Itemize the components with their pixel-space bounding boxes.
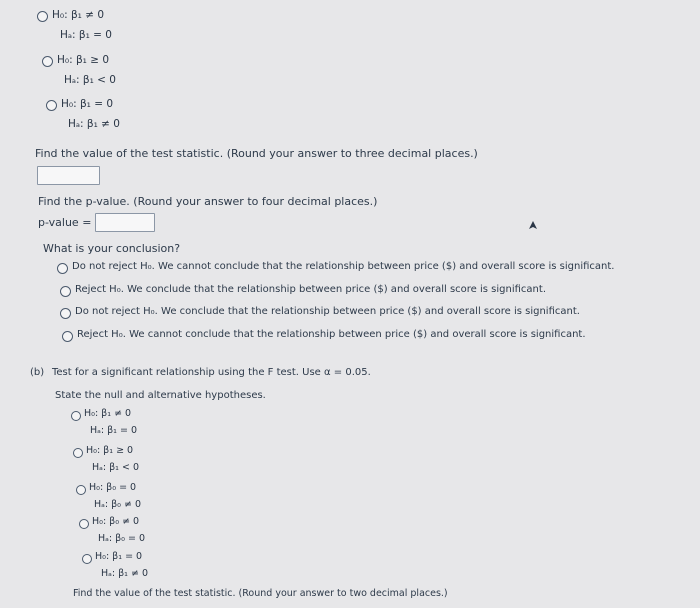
pvalue-input[interactable] (95, 213, 155, 232)
radio-button[interactable] (76, 485, 86, 495)
test-statistic-input[interactable] (37, 166, 100, 185)
null-hypothesis: H₀: β₁ ≠ 0 (84, 408, 132, 419)
alternative-hypothesis: Hₐ: β₁ = 0 (60, 29, 112, 41)
part-b-test-statistic-prompt: Find the value of the test statistic. (Round your answer to two decimal places.) (73, 588, 448, 599)
conclusion-text: Reject H₀. We conclude that the relationship between price ($) and overall score is significant. (75, 284, 546, 295)
radio-button[interactable] (79, 519, 89, 529)
radio-button[interactable] (37, 11, 48, 22)
radio-button[interactable] (57, 263, 68, 274)
null-hypothesis: H₀: β₁ = 0 (61, 98, 114, 110)
alternative-hypothesis: Hₐ: β₀ = 0 (98, 533, 145, 544)
alternative-hypothesis: Hₐ: β₁ ≠ 0 (101, 568, 148, 579)
alternative-hypothesis: Hₐ: β₀ ≠ 0 (94, 499, 141, 510)
pvalue-label: p-value = (38, 216, 92, 229)
null-hypothesis: H₀: β₁ ≥ 0 (57, 54, 110, 66)
conclusion-text: Reject H₀. We cannot conclude that the relationship between price ($) and overall score is significant. (77, 329, 586, 340)
alternative-hypothesis: Hₐ: β₁ < 0 (92, 462, 139, 473)
test-statistic-prompt: Find the value of the test statistic. (Round your answer to three decimal places.) (35, 147, 478, 160)
conclusion-text: Do not reject H₀. We conclude that the relationship between price ($) and overall score is significant. (75, 306, 580, 317)
part-b-hyp-prompt: State the null and alternative hypotheses. (55, 390, 266, 401)
part-b-label: (b) (30, 367, 45, 378)
radio-button[interactable] (71, 411, 81, 421)
radio-button[interactable] (60, 286, 71, 297)
radio-button[interactable] (62, 331, 73, 342)
alternative-hypothesis: Hₐ: β₁ < 0 (64, 74, 116, 86)
pvalue-prompt: Find the p-value. (Round your answer to four decimal places.) (38, 195, 378, 208)
null-hypothesis: H₀: β₁ ≠ 0 (52, 9, 105, 21)
null-hypothesis: H₀: β₁ ≥ 0 (86, 445, 134, 456)
radio-button[interactable] (82, 554, 92, 564)
null-hypothesis: H₀: β₀ ≠ 0 (92, 516, 140, 527)
radio-button[interactable] (60, 308, 71, 319)
radio-button[interactable] (42, 56, 53, 67)
radio-button[interactable] (73, 448, 83, 458)
null-hypothesis: H₀: β₀ = 0 (89, 482, 137, 493)
radio-button[interactable] (46, 100, 57, 111)
mouse-cursor-icon (527, 220, 539, 232)
conclusion-text: Do not reject H₀. We cannot conclude that the relationship between price ($) and overall score is significant. (72, 261, 615, 272)
part-b-title: Test for a significant relationship using the F test. Use α = 0.05. (52, 367, 371, 378)
null-hypothesis: H₀: β₁ = 0 (95, 551, 143, 562)
alternative-hypothesis: Hₐ: β₁ ≠ 0 (68, 118, 120, 130)
conclusion-prompt: What is your conclusion? (43, 242, 181, 255)
alternative-hypothesis: Hₐ: β₁ = 0 (90, 425, 137, 436)
